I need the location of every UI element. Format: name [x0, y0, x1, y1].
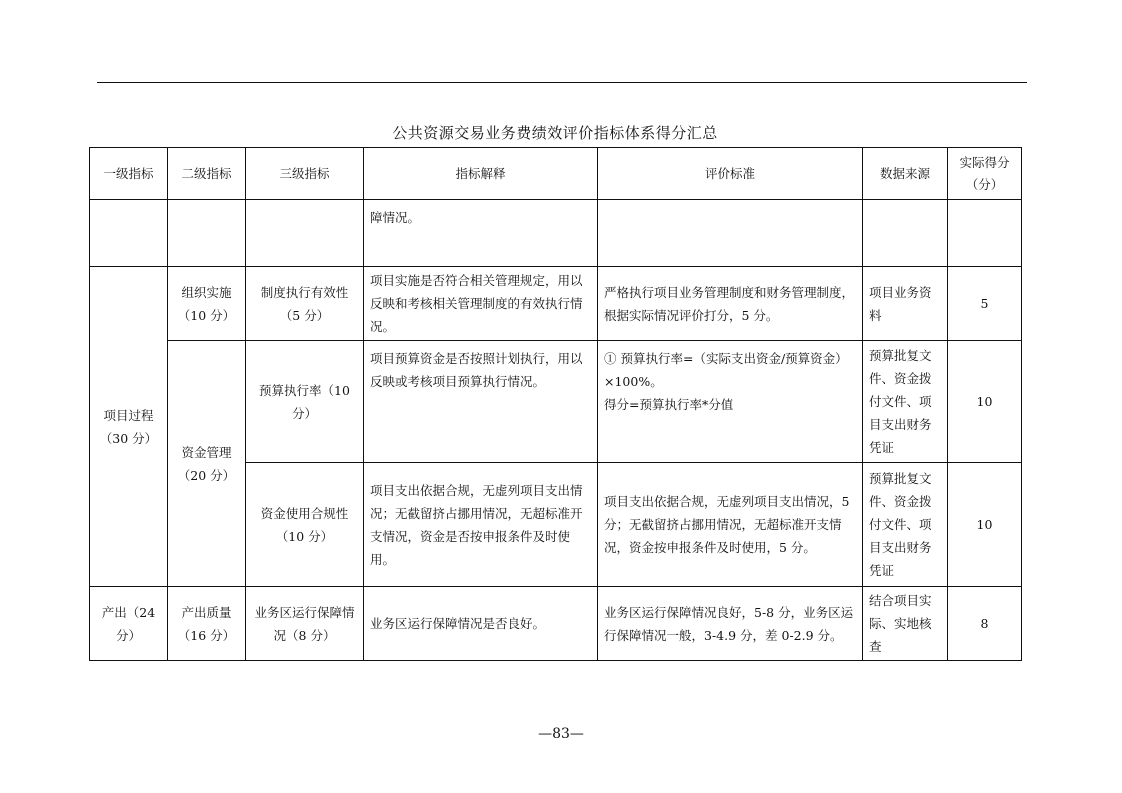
- cell-source: 预算批复文件、资金拨付文件、项目支出财务凭证: [863, 341, 948, 463]
- cell-explanation: 项目支出依据合规，无虚列项目支出情况；无截留挤占挪用情况，无超标准开支情况，资金是否按申报条件及时使用。: [364, 463, 598, 587]
- cell-empty: [598, 200, 863, 267]
- cell-level3: 预算执行率（10 分）: [246, 341, 364, 463]
- header-score: 实际得分（分）: [948, 148, 1022, 200]
- cell-source: 预算批复文件、资金拨付文件、项目支出财务凭证: [863, 463, 948, 587]
- cell-explanation: 障情况。: [364, 200, 598, 267]
- standard-formula: ① 预算执行率=（实际支出资金/预算资金）×100%。: [604, 351, 848, 389]
- cell-empty: [246, 200, 364, 267]
- cell-standard: [598, 341, 863, 463]
- table-header-row: [90, 148, 1022, 200]
- cell-explanation: 项目预算资金是否按照计划执行，用以反映或考核项目预算执行情况。: [364, 341, 598, 463]
- cell-level3: 制度执行有效性（5 分）: [246, 267, 364, 341]
- standard-scoring: 得分=预算执行率*分值: [604, 397, 734, 412]
- cell-level1: 产出（24 分）: [90, 587, 168, 661]
- cell-empty: [863, 200, 948, 267]
- cell-empty: [90, 200, 168, 267]
- cell-score: 8: [948, 587, 1022, 661]
- cell-standard: 项目支出依据合规，无虚列项目支出情况，5 分；无截留挤占挪用情况，无超标准开支情况，资金按申报条件及时使用，5 分。: [598, 463, 863, 587]
- cell-source: 项目业务资料: [863, 267, 948, 341]
- header-level1: 一级指标: [90, 148, 168, 200]
- cell-score: 10: [948, 341, 1022, 463]
- header-level2: 二级指标: [168, 148, 246, 200]
- cell-level1: 项目过程（30 分）: [90, 267, 168, 587]
- cell-score: 10: [948, 463, 1022, 587]
- cell-level3: 资金使用合规性（10 分）: [246, 463, 364, 587]
- header-source: 数据来源: [863, 148, 948, 200]
- page-title: 公共资源交易业务费绩效评价指标体系得分汇总: [392, 124, 718, 142]
- cell-level2: 资金管理（20 分）: [168, 341, 246, 587]
- cell-explanation: 项目实施是否符合相关管理规定，用以反映和考核相关管理制度的有效执行情况。: [364, 267, 598, 341]
- cell-empty: [948, 200, 1022, 267]
- cell-standard: 严格执行项目业务管理制度和财务管理制度，根据实际情况评价打分，5 分。: [598, 267, 863, 341]
- cell-score: 5: [948, 267, 1022, 341]
- cell-explanation: 业务区运行保障情况是否良好。: [364, 587, 598, 661]
- table-row: [90, 341, 1022, 463]
- cell-level2: 产出质量（16 分）: [168, 587, 246, 661]
- header-rule: [97, 82, 1027, 83]
- cell-level2: 组织实施（10 分）: [168, 267, 246, 341]
- cell-empty: [168, 200, 246, 267]
- header-explanation: 指标解释: [364, 148, 598, 200]
- table-row-continued: [90, 200, 1022, 267]
- header-standard: 评价标准: [598, 148, 863, 200]
- table-row: [90, 267, 1022, 341]
- cell-level3: 业务区运行保障情况（8 分）: [246, 587, 364, 661]
- cell-standard: 业务区运行保障情况良好，5-8 分，业务区运行保障情况一般，3-4.9 分，差 0-2.9 分。: [598, 587, 863, 661]
- header-level3: 三级指标: [246, 148, 364, 200]
- cell-source: 结合项目实际、实地核查: [863, 587, 948, 661]
- table-row: [90, 587, 1022, 661]
- page-number: —83—: [538, 726, 584, 742]
- score-summary-table: [89, 147, 1022, 661]
